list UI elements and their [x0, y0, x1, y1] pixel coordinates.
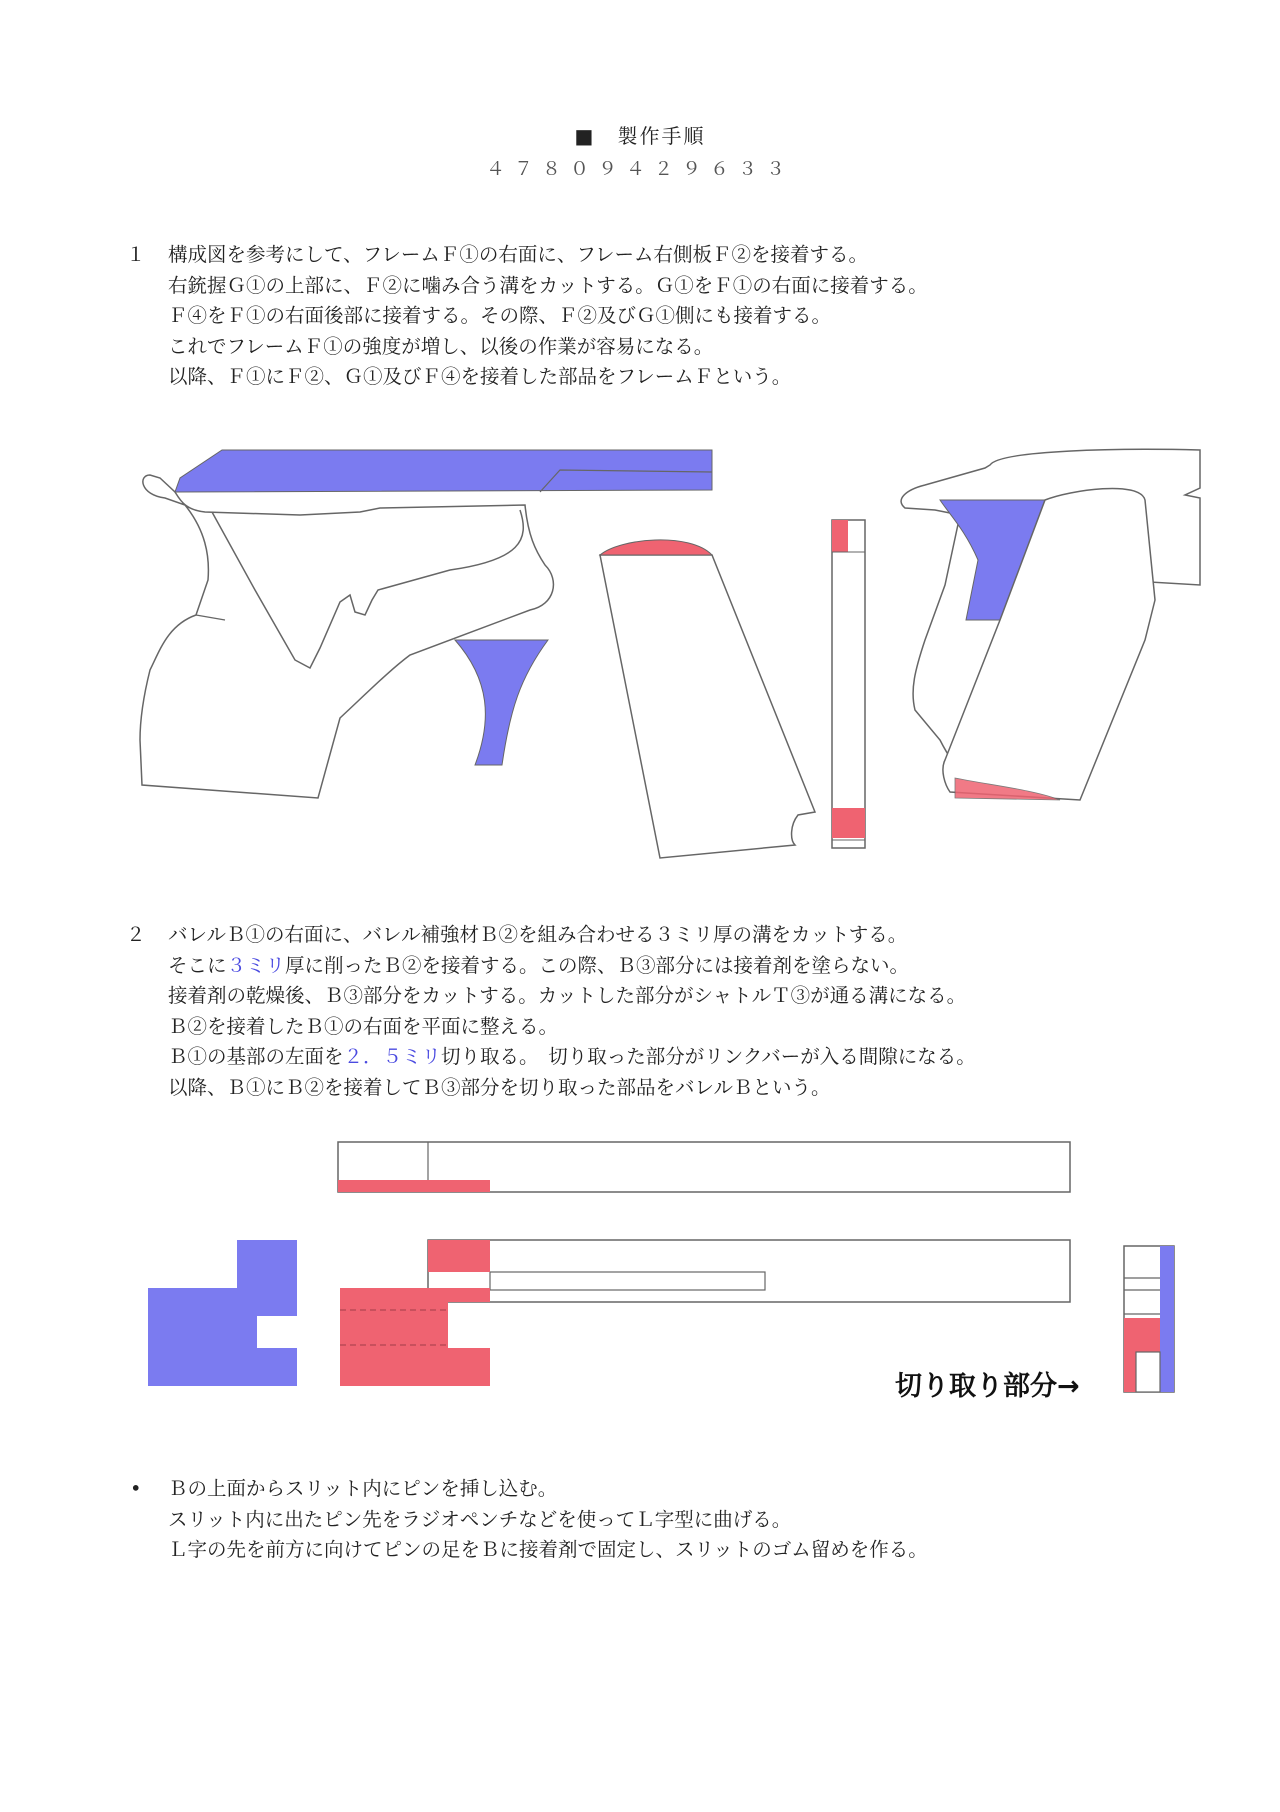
step-2-line: バレルＢ①の右面に、バレル補強材Ｂ②を組み合わせる３ミリ厚の溝をカットする。 [168, 923, 908, 946]
step-2-highlight: ３ミリ [226, 953, 286, 977]
step-2-text: そこに [168, 953, 227, 977]
step-2-text: Ｂ①の基部の左面を [168, 1045, 344, 1068]
step-1-line: 右銃握Ｇ①の上部に、Ｆ②に噛み合う溝をカットする。Ｇ①をＦ①の右面に接着する。 [168, 273, 928, 297]
barrel-side-slot [490, 1272, 765, 1290]
step-1-line: 構成図を参考にして、フレームＦ①の右面に、フレーム右側板Ｆ②を接着する。 [168, 243, 869, 266]
step-1-number: １ [126, 243, 146, 266]
step-2-number: ２ [126, 923, 146, 946]
step-2-line [168, 951, 1168, 982]
barrel-end-cut [1136, 1352, 1160, 1392]
note-line: スリット内に出たピン先をラジオペンチなどを使ってＬ字型に曲げる。 [168, 1507, 792, 1531]
cut-part-label: 切り取り部分→ [895, 1371, 1080, 1402]
step-2-highlight: ２．５ミリ [343, 1045, 442, 1068]
frame-inner-line [196, 615, 225, 620]
barrel-top-red [338, 1180, 490, 1192]
note-line: Ｌ字の先を前方に向けてピンの足をＢに接着剤で固定し、スリットのゴム留めを作る。 [168, 1538, 928, 1561]
page-title: ■ 製作手順 [574, 124, 706, 148]
step-2-text: 切り取る。 切り取った部分がリンクバーが入る間隙になる。 [441, 1045, 976, 1068]
step-2-line: 以降、Ｂ①にＢ②を接着してＢ③部分を切り取った部品をバレルＢという。 [168, 1075, 831, 1099]
barrel-red-top [428, 1240, 490, 1272]
note-line: Ｂの上面からスリット内にピンを挿し込む。 [168, 1477, 558, 1500]
step-2-line: Ｂ②を接着したＢ①の右面を平面に整える。 [168, 1014, 559, 1038]
side-strip-top-red [832, 520, 848, 552]
step-1-line: Ｆ④をＦ①の右面後部に接着する。その際、Ｆ②及びＧ①側にも接着する。 [168, 304, 832, 327]
document-code: ４７８０９４２９６３３ [485, 158, 794, 180]
side-strip-bottom-red [832, 808, 865, 838]
step-1-line: これでフレームＦ①の強度が増し、以後の作業が容易になる。 [168, 334, 714, 358]
grip-top-cut [600, 540, 712, 555]
step-2-line [168, 1042, 1168, 1073]
part-f4 [455, 640, 548, 765]
figure-frame-assembly [0, 420, 1280, 890]
step-2-line: 接着剤の乾燥後、Ｂ③部分をカットする。カットした部分がシャトルＴ③が通る溝になる。 [168, 984, 967, 1007]
grip-panel-g1 [600, 555, 815, 858]
side-strip-outline [832, 520, 865, 848]
barrel-end-blue [1160, 1246, 1174, 1392]
barrel-side-upper [428, 1240, 1070, 1302]
figure-barrel-parts [0, 1130, 1280, 1430]
bullet-marker: • [130, 1477, 142, 1500]
step-1-line: 以降、Ｆ①にＦ②、Ｇ①及びＦ④を接着した部品をフレームＦという。 [168, 365, 792, 388]
barrel-b2-blue [148, 1240, 297, 1386]
step-2-text: 厚に削ったＢ②を接着する。この際、Ｂ③部分には接着剤を塗らない。 [285, 953, 910, 977]
